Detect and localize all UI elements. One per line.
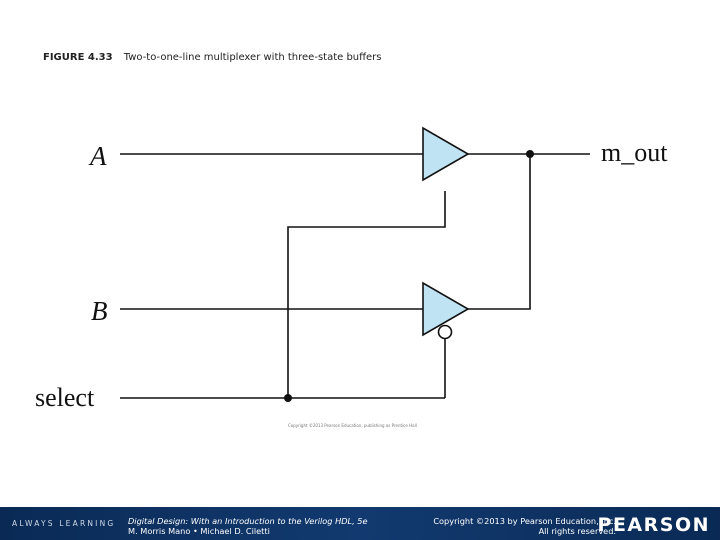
image-copyright: Copyright ©2013 Pearson Education, publishing as Prentice Hall [288, 423, 417, 428]
label-m-out: m_out [601, 138, 668, 167]
label-a: A [90, 141, 107, 171]
three-state-buffer-1 [423, 128, 468, 180]
wire-enable-1 [288, 191, 445, 398]
pearson-logo: PEARSON [597, 514, 710, 536]
book-citation [128, 516, 368, 536]
figure-number: FIGURE 4.33 [43, 52, 113, 63]
footer-bar [0, 507, 720, 540]
inverter-bubble [439, 326, 452, 339]
wire-b-out [468, 154, 530, 309]
label-b: B [91, 296, 108, 326]
copyright-line-2: All rights reserved. [538, 526, 616, 536]
book-authors: M. Morris Mano • Michael D. Ciletti [128, 526, 270, 536]
label-select: select [35, 383, 95, 412]
always-learning-text: ALWAYS LEARNING [12, 519, 116, 528]
book-title: Digital Design: With an Introduction to the Verilog HDL, 5e [128, 516, 368, 526]
figure-title: Two-to-one-line multiplexer with three-state buffers [123, 52, 382, 63]
select-junction-dot [284, 394, 292, 402]
footer-copyright [433, 516, 616, 536]
copyright-line-1: Copyright ©2013 by Pearson Education, Inc. [433, 516, 616, 526]
